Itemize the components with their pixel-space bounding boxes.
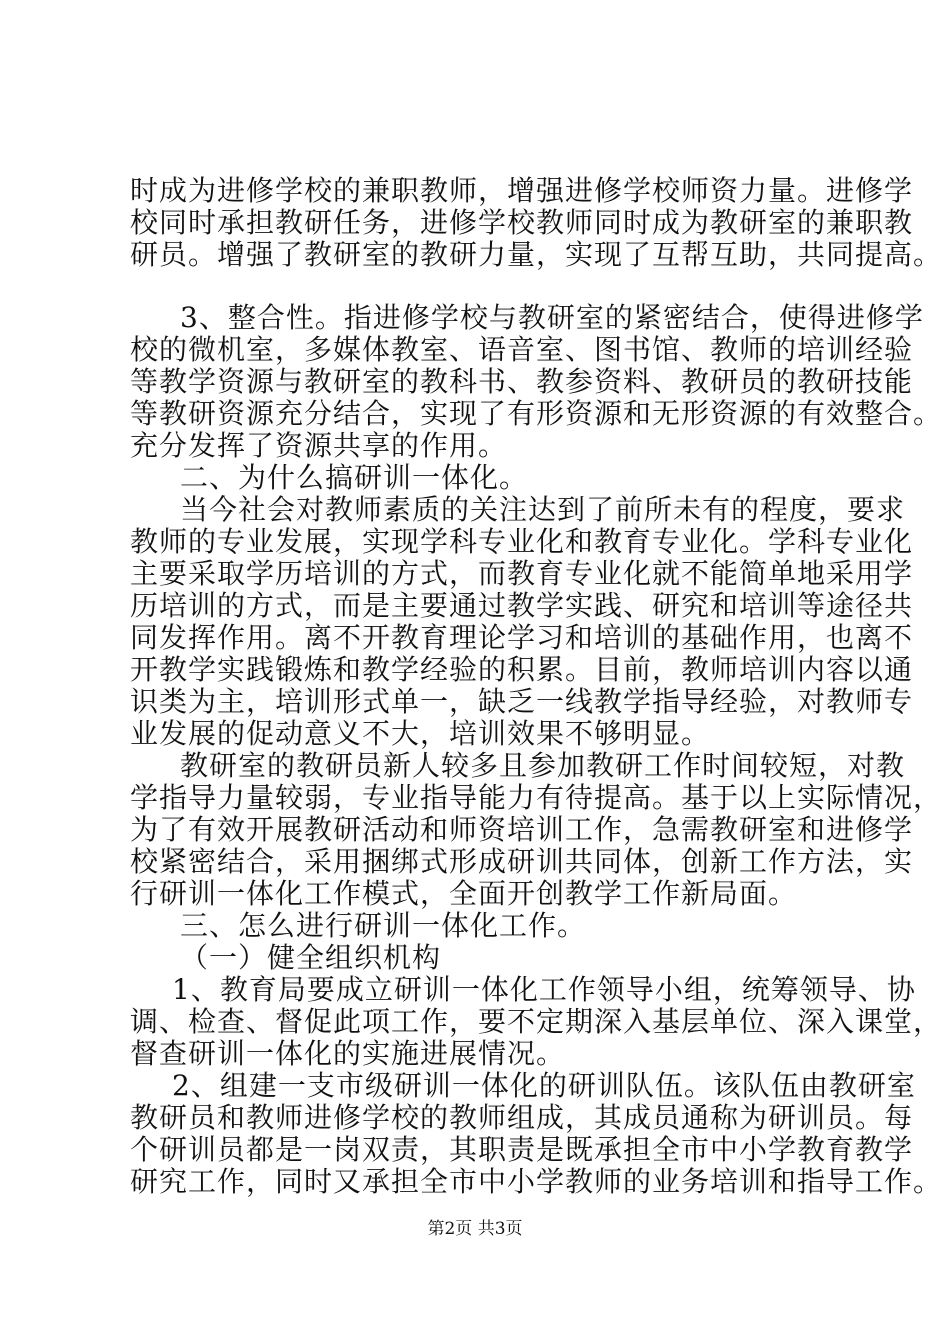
- text-line: 主要采取学历培训的方式，而教育专业化就不能简单地采用学: [130, 557, 914, 590]
- text-line: 个研训员都是一岗双责，其职责是既承担全市中小学教育教学: [130, 1133, 914, 1166]
- text-line: 行研训一体化工作模式，全面开创教学工作新局面。: [130, 877, 798, 910]
- text-line: 识类为主，培训形式单一，缺乏一线教学指导经验，对教师专: [130, 685, 914, 718]
- text-line: 教师的专业发展，实现学科专业化和教育专业化。学科专业化: [130, 525, 914, 558]
- text-line: 校同时承担教研任务，进修学校教师同时成为教研室的兼职教: [130, 206, 914, 239]
- text-line: 学指导力量较弱，专业指导能力有待提高。基于以上实际情况，: [130, 781, 943, 814]
- text-line: 校的微机室，多媒体教室、语音室、图书馆、教师的培训经验: [130, 333, 914, 366]
- text-line: 开教学实践锻炼和教学经验的积累。目前，教师培训内容以通: [130, 653, 914, 686]
- text-line: 教研员和教师进修学校的教师组成，其成员通称为研训员。每: [130, 1101, 914, 1134]
- subsection-heading: （一）健全组织机构: [180, 941, 442, 974]
- text-line: 等教学资源与教研室的教科书、教参资料、教研员的教研技能: [130, 365, 914, 398]
- page-footer: 第2页 共3页: [427, 1219, 523, 1239]
- text-line: 1、教育局要成立研训一体化工作领导小组，统筹领导、协: [172, 973, 916, 1006]
- text-line: 督查研训一体化的实施进展情况。: [130, 1037, 566, 1070]
- text-line: 时成为进修学校的兼职教师，增强进修学校师资力量。进修学: [130, 174, 914, 207]
- text-line: 研究工作，同时又承担全市中小学教师的业务培训和指导工作。: [130, 1165, 943, 1198]
- text-line: 等教研资源充分结合，实现了有形资源和无形资源的有效整合。: [130, 397, 943, 430]
- text-line: 充分发挥了资源共享的作用。: [130, 429, 508, 462]
- section-heading: 三、怎么进行研训一体化工作。: [180, 909, 587, 942]
- text-line: 历培训的方式，而是主要通过教学实践、研究和培训等途径共: [130, 589, 914, 622]
- text-line: 2、组建一支市级研训一体化的研训队伍。该队伍由教研室: [172, 1069, 916, 1102]
- text-line: 3、整合性。指进修学校与教研室的紧密结合，使得进修学: [180, 301, 924, 334]
- section-heading: 二、为什么搞研训一体化。: [180, 461, 529, 494]
- text-line: 教研室的教研员新人较多且参加教研工作时间较短，对教: [180, 749, 906, 782]
- text-line: 调、检查、督促此项工作，要不定期深入基层单位、深入课堂，: [130, 1005, 943, 1038]
- text-line: 研员。增强了教研室的教研力量，实现了互帮互助，共同提高。: [130, 238, 943, 271]
- text-line: 业发展的促动意义不大，培训效果不够明显。: [130, 717, 711, 750]
- text-line: 当今社会对教师素质的关注达到了前所未有的程度，要求: [180, 493, 906, 526]
- text-line: 同发挥作用。离不开教育理论学习和培训的基础作用，也离不: [130, 621, 914, 654]
- text-line: 校紧密结合，采用捆绑式形成研训共同体，创新工作方法，实: [130, 845, 914, 878]
- text-line: 为了有效开展教研活动和师资培训工作，急需教研室和进修学: [130, 813, 914, 846]
